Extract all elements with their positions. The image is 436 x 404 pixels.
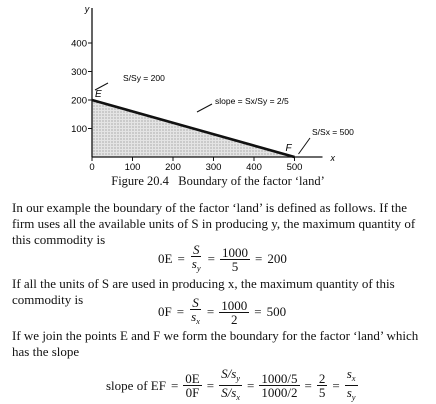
paragraph-2: If all the units of S are used in producing x, the maximum quantity of this commodity is bbox=[12, 276, 395, 307]
of-den: s bbox=[191, 309, 197, 324]
equals-sign: = bbox=[247, 377, 255, 393]
x-tick-label-3: 300 bbox=[205, 162, 222, 172]
of-num: S bbox=[192, 295, 199, 310]
slope-f2-den-sub: x bbox=[236, 392, 241, 402]
slope-f5-den-sub: y bbox=[351, 392, 356, 402]
equals-sign: = bbox=[332, 377, 340, 393]
oe-num2: 1000 bbox=[221, 244, 248, 260]
slope-f2-num: S/s bbox=[221, 366, 237, 381]
e-intercept-annotation: S/Sy = 200 bbox=[123, 73, 165, 83]
slope-f3-den: 1000/2 bbox=[261, 385, 298, 400]
equals-sign: = bbox=[170, 377, 179, 393]
of-result: 500 bbox=[266, 304, 287, 319]
y-tick-label-2: 300 bbox=[71, 67, 87, 78]
of-den2: 2 bbox=[231, 311, 238, 327]
x-tick-label-1: 100 bbox=[124, 162, 141, 172]
slope-f4-num: 2 bbox=[318, 371, 326, 386]
oe-num: S bbox=[192, 242, 200, 257]
x-tick-label-0: 0 bbox=[89, 162, 95, 172]
slope-f3-num: 1000/5 bbox=[261, 371, 298, 386]
slope-lhs: slope of EF bbox=[106, 377, 166, 393]
of-den-sub: x bbox=[196, 316, 200, 326]
paragraph-3: If we join the points E and F we form the boundary for the factor ‘land’ which has the slope bbox=[12, 328, 419, 359]
slope-f2-den: S/s bbox=[221, 385, 237, 400]
point-f-label: F bbox=[285, 143, 292, 154]
slope-frac-4 bbox=[317, 372, 328, 399]
equals-sign: = bbox=[254, 251, 263, 266]
factor-land-chart bbox=[0, 0, 436, 172]
of-frac-1 bbox=[189, 296, 202, 328]
equation-of bbox=[158, 296, 286, 328]
equals-sign: = bbox=[206, 377, 215, 393]
slope-f5-den: s bbox=[346, 385, 352, 400]
oe-den2: 5 bbox=[231, 258, 239, 274]
caption-number: Figure 20.4 bbox=[111, 174, 169, 188]
f-annotation-leader bbox=[299, 138, 311, 154]
of-lhs: 0F bbox=[158, 304, 172, 319]
y-axis-label: y bbox=[84, 4, 90, 14]
caption-text: Boundary of the factor ‘land’ bbox=[178, 174, 325, 188]
x-tick-label-4: 400 bbox=[246, 162, 262, 172]
y-tick-label-1: 200 bbox=[71, 95, 87, 107]
oe-den-sub: y bbox=[196, 263, 201, 273]
equation-slope bbox=[106, 367, 358, 404]
slope-frac-2 bbox=[219, 367, 242, 404]
equals-sign: = bbox=[207, 251, 215, 266]
slope-f5-num: s bbox=[346, 366, 352, 381]
x-axis-label: x bbox=[330, 153, 335, 163]
figure-caption bbox=[0, 174, 436, 189]
oe-result: 200 bbox=[267, 251, 287, 266]
of-frac-2 bbox=[219, 299, 249, 326]
slope-f4-den: 5 bbox=[318, 385, 326, 400]
y-tick-label-0: 100 bbox=[71, 124, 87, 135]
equals-sign: = bbox=[254, 304, 262, 319]
paragraph-1: In our example the boundary of the factor ‘land’ is defined as follows. If the firm uses all the available units of S in producing y, the maximum quantity of this commodity is bbox=[12, 200, 416, 247]
slope-f1-den: 0F bbox=[185, 385, 200, 400]
x-tick-label-5: 500 bbox=[286, 162, 303, 172]
oe-frac-1 bbox=[190, 243, 203, 275]
oe-frac-2 bbox=[220, 246, 250, 273]
equals-sign: = bbox=[304, 377, 312, 393]
equation-oe bbox=[158, 243, 287, 275]
slope-f5-num-sub: x bbox=[351, 373, 356, 383]
equals-sign: = bbox=[177, 251, 185, 266]
slope-frac-3 bbox=[259, 372, 299, 399]
slope-annotation-leader bbox=[197, 104, 212, 112]
y-tick-label-3: 400 bbox=[71, 38, 87, 50]
oe-den: s bbox=[191, 256, 197, 271]
oe-lhs: 0E bbox=[158, 251, 173, 266]
point-e-label: E bbox=[95, 89, 102, 100]
slope-frac-1 bbox=[183, 372, 201, 399]
slope-annotation: slope = Sx/Sy = 2/5 bbox=[215, 96, 289, 106]
of-num2: 1000 bbox=[221, 297, 248, 313]
slope-f2-num-sub: y bbox=[236, 373, 241, 383]
f-intercept-annotation: S/Sx = 500 bbox=[312, 127, 354, 137]
slope-f1-num: 0E bbox=[185, 371, 200, 386]
slope-frac-5 bbox=[345, 367, 358, 404]
equals-sign: = bbox=[176, 304, 185, 319]
equals-sign: = bbox=[206, 304, 215, 319]
x-tick-label-2: 200 bbox=[165, 162, 181, 172]
